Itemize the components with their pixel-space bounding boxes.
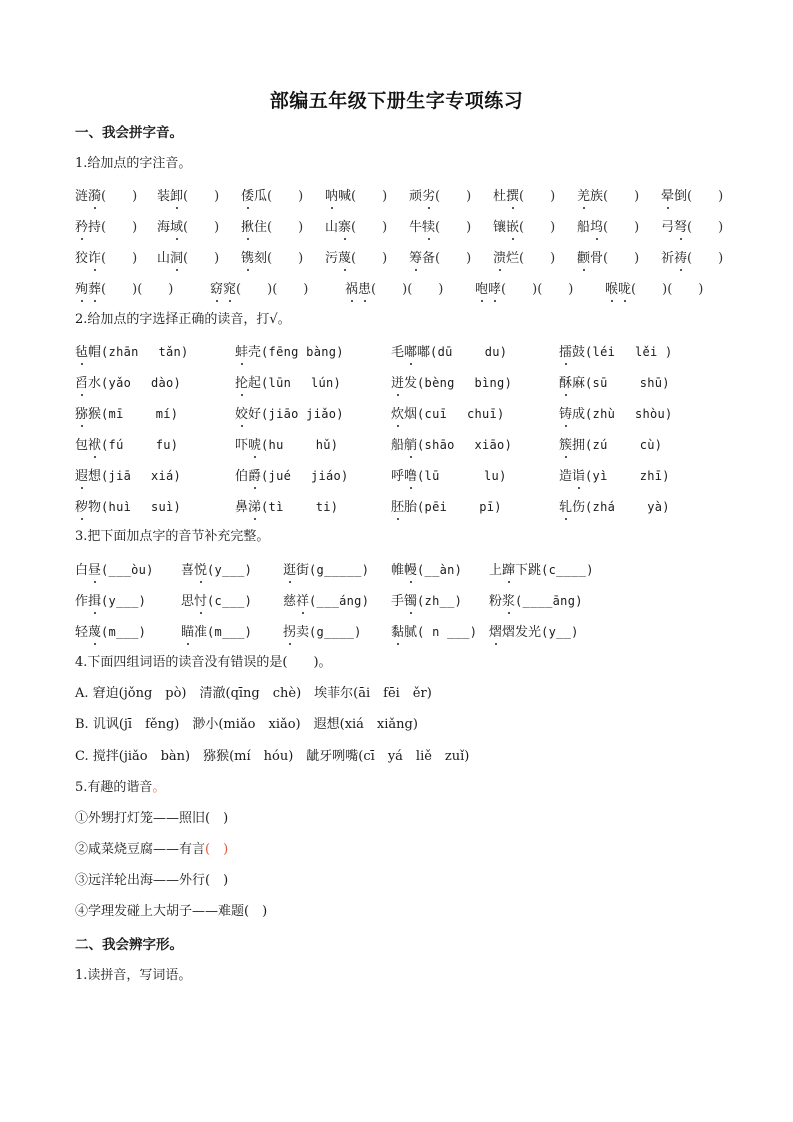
q2-item (75, 496, 181, 515)
q1-item (75, 216, 137, 235)
q1-item (75, 185, 137, 204)
pinyin-options[interactable]: (zhá yà) (585, 500, 670, 514)
q2-word: 铸成 (559, 407, 585, 422)
q5-prompt (75, 779, 165, 797)
answer-blank[interactable]: ( ) (435, 251, 472, 266)
syllable-blank[interactable]: (__àn) (417, 563, 463, 577)
q3-item (489, 621, 579, 640)
answer-blank[interactable]: ( ) (183, 189, 220, 204)
answer-blank[interactable]: ( ) (101, 189, 138, 204)
q3-word: 帷幔 (391, 563, 417, 578)
q1-item (157, 247, 219, 266)
q1-item (241, 216, 303, 235)
q1-word: 涟漪 (75, 189, 101, 204)
q1-item (577, 185, 639, 204)
answer-blank[interactable]: ( ) (519, 189, 556, 204)
q2-word: 毡帽 (75, 345, 101, 360)
answer-blank[interactable]: ( ) (603, 251, 640, 266)
s2-q1-prompt: 1.读拼音，写词语。 (75, 968, 192, 983)
syllable-blank[interactable]: (g_____) (309, 563, 370, 577)
q1-word: 殉葬 (75, 282, 101, 297)
q1-item (605, 278, 703, 297)
q3-item (489, 559, 594, 578)
q5-prompt-period: 。 (152, 780, 166, 795)
answer-blank[interactable]: ( ) (137, 282, 174, 297)
q1-word: 狡诈 (75, 251, 101, 266)
answer-blank[interactable]: ( ) (371, 282, 408, 297)
q2-item (75, 465, 181, 484)
q2-word: 呼噜 (391, 469, 417, 484)
q2-word: 鼻涕 (235, 500, 261, 515)
syllable-blank[interactable]: (____āng) (515, 594, 583, 608)
q2-item (559, 465, 670, 484)
q3-item (181, 621, 252, 640)
q3-word: 瞄准 (181, 625, 207, 640)
q1-word: 镶嵌 (493, 220, 519, 235)
answer-blank[interactable]: ( ) (351, 220, 388, 235)
page-title: 部编五年级下册生字专项练习 (269, 90, 524, 112)
q1-word: 海域 (157, 220, 183, 235)
q1-item (241, 247, 303, 266)
pinyin-options[interactable]: (bèng bìng) (417, 376, 513, 390)
q1-item (75, 247, 137, 266)
q3-word: 手镯 (391, 594, 417, 609)
syllable-blank[interactable]: (___òu) (101, 563, 154, 577)
q1-prompt: 1.给加点的字注音。 (75, 156, 192, 171)
q5-item (75, 810, 228, 828)
answer-blank[interactable]: ( ) (267, 251, 304, 266)
pinyin-options[interactable]: (lū lu) (417, 469, 507, 483)
q2-item (235, 372, 341, 391)
pinyin-options[interactable]: (zhān tǎn) (101, 345, 189, 359)
syllable-blank[interactable]: (m___) (101, 625, 147, 639)
q5-item (75, 872, 228, 890)
q5-item-text: ③远洋轮出海——外行 (75, 873, 206, 888)
pinyin-options[interactable]: (lūn lún) (261, 376, 342, 390)
q2-word: 造诣 (559, 469, 585, 484)
q4-option-a: A. 窘迫(jǒng pò) 清澈(qīng chè) 埃菲尔(āi fēi ěr) (75, 686, 432, 701)
q2-word: 炊烟 (391, 407, 417, 422)
answer-blank[interactable]: ( ) (519, 220, 556, 235)
pinyin-options[interactable]: (shāo xiāo) (417, 438, 513, 452)
q5-prompt-text: 5.有趣的谐音 (75, 780, 153, 795)
answer-blank[interactable]: ( ) (351, 251, 388, 266)
q5-item-text: ①外甥打灯笼——照旧 (75, 811, 206, 826)
q2-item (235, 496, 338, 515)
answer-blank[interactable]: ( ) (519, 251, 556, 266)
q2-item (235, 341, 344, 360)
q2-word: 蚌壳 (235, 345, 261, 360)
q2-item (559, 341, 673, 360)
q1-word: 揪住 (241, 220, 267, 235)
answer-blank[interactable]: ( ) (101, 282, 138, 297)
q2-word: 猕猴 (75, 407, 101, 422)
q2-item (391, 403, 505, 422)
q1-item (325, 185, 387, 204)
syllable-blank[interactable]: (zh__) (417, 594, 463, 608)
q2-item (391, 372, 512, 391)
answer-blank[interactable]: ( ) (687, 220, 724, 235)
q1-word: 污蔑 (325, 251, 351, 266)
q2-prompt: 2.给加点的字选择正确的读音，打√。 (75, 312, 291, 327)
q5-item (75, 903, 267, 921)
q1-word: 弓弩 (661, 220, 687, 235)
q2-item (75, 341, 189, 360)
q3-word: 黏腻 (391, 625, 417, 640)
q1-item (409, 247, 471, 266)
q1-item (325, 247, 387, 266)
q3-item (181, 559, 252, 578)
q1-item (661, 216, 723, 235)
q1-word: 羌族 (577, 189, 603, 204)
q3-word: 慈祥 (283, 594, 309, 609)
pinyin-options[interactable]: (zú cù) (585, 438, 663, 452)
answer-blank[interactable]: ( ) (407, 282, 444, 297)
q1-item (577, 247, 639, 266)
syllable-blank[interactable]: (c___) (207, 594, 253, 608)
q1-item (210, 278, 308, 297)
q2-word: 舀水 (75, 376, 101, 391)
q1-word: 祈祷 (661, 251, 687, 266)
pinyin-options[interactable]: (mī mí) (101, 407, 179, 421)
q3-item (181, 590, 252, 609)
q1-item (475, 278, 573, 297)
answer-blank[interactable]: ( ) (687, 251, 724, 266)
q2-item (559, 434, 662, 453)
q3-item (391, 590, 462, 609)
q3-item (283, 621, 362, 640)
q1-item (157, 216, 219, 235)
q3-word: 思忖 (181, 594, 207, 609)
pinyin-options[interactable]: (jiāo jiǎo) (261, 407, 344, 421)
q1-word: 筹备 (409, 251, 435, 266)
q1-word: 牛犊 (409, 220, 435, 235)
q2-word: 包袱 (75, 438, 101, 453)
pinyin-options[interactable]: (zhù shòu) (585, 407, 673, 421)
answer-blank[interactable]: ( ) (603, 220, 640, 235)
q1-word: 咆哮 (475, 282, 501, 297)
syllable-blank[interactable]: (y__) (541, 625, 579, 639)
q1-item (493, 185, 555, 204)
q1-word: 呐喊 (325, 189, 351, 204)
q1-word: 山洞 (157, 251, 183, 266)
q1-word: 山寨 (325, 220, 351, 235)
q5-item-text: ②咸菜烧豆腐——有言 (75, 842, 206, 857)
section1-heading: 一、我会拼字音。 (75, 125, 183, 141)
q4-option-c: C. 搅拌(jiǎo bàn) 猕猴(mí hóu) 龇牙咧嘴(cī yá liě zuǐ) (75, 749, 470, 764)
pinyin-options[interactable]: (cuī chuī) (417, 407, 505, 421)
q1-word: 杜撰 (493, 189, 519, 204)
q3-item (283, 590, 369, 609)
q3-word: 上蹿下跳 (489, 563, 541, 578)
q1-word: 倭瓜 (241, 189, 267, 204)
q2-word: 簇拥 (559, 438, 585, 453)
q3-prompt: 3.把下面加点字的音节补充完整。 (75, 529, 270, 544)
syllable-blank[interactable]: (m___) (207, 625, 253, 639)
answer-blank[interactable]: ( ) (435, 220, 472, 235)
q1-word: 溃烂 (493, 251, 519, 266)
pinyin-options[interactable]: (fēng bàng) (261, 345, 344, 359)
answer-blank[interactable]: ( ) (244, 904, 268, 919)
pinyin-options[interactable]: (jiā xiá) (101, 469, 182, 483)
q4-option-b: B. 讥讽(jī fěng) 渺小(miǎo xiǎo) 遐想(xiá xiǎng) (75, 717, 418, 732)
q1-word: 祸患 (345, 282, 371, 297)
pinyin-options[interactable]: (yì zhī) (585, 469, 670, 483)
q2-word: 酥麻 (559, 376, 585, 391)
q3-word: 拐卖 (283, 625, 309, 640)
q3-item (391, 621, 477, 640)
q2-item (235, 465, 349, 484)
q2-word: 擂鼓 (559, 345, 585, 360)
q2-item (391, 496, 502, 515)
q1-item (75, 278, 173, 297)
q1-item (493, 216, 555, 235)
answer-blank[interactable]: ( ) (667, 282, 704, 297)
q2-word: 秽物 (75, 500, 101, 515)
q2-item (391, 465, 507, 484)
q2-item (559, 403, 673, 422)
syllable-blank[interactable]: (g____) (309, 625, 362, 639)
answer-blank[interactable]: ( ) (631, 282, 668, 297)
pinyin-options[interactable]: (dū du) (430, 345, 508, 359)
q1-word: 晕倒 (661, 189, 687, 204)
q2-item (391, 434, 512, 453)
q1-item (493, 247, 555, 266)
syllable-blank[interactable]: (y___) (101, 594, 147, 608)
q3-word: 粉浆 (489, 594, 515, 609)
q1-word: 喉咙 (605, 282, 631, 297)
pinyin-options[interactable]: (fú fu) (101, 438, 179, 452)
q2-word: 姣好 (235, 407, 261, 422)
pinyin-options[interactable]: (léi lěi ) (585, 345, 673, 359)
answer-blank[interactable]: ( ) (205, 873, 229, 888)
pinyin-options[interactable]: (sū shū) (585, 376, 670, 390)
q3-word: 作揖 (75, 594, 101, 609)
syllable-blank[interactable]: ( n ___) (417, 625, 478, 639)
q1-item (157, 185, 219, 204)
q2-word: 抡起 (235, 376, 261, 391)
q1-item (409, 216, 471, 235)
q3-word: 轻蔑 (75, 625, 101, 640)
q1-item (345, 278, 443, 297)
pinyin-options[interactable]: (tì ti) (261, 500, 339, 514)
syllable-blank[interactable]: (___áng) (309, 594, 370, 608)
q1-word: 窈窕 (210, 282, 236, 297)
q1-item (661, 185, 723, 204)
q2-item (235, 434, 338, 453)
pinyin-options[interactable]: (jué jiáo) (261, 469, 349, 483)
pinyin-options[interactable]: (huì suì) (101, 500, 182, 514)
q4-prompt: 4.下面四组词语的读音没有错误的是( )。 (75, 655, 332, 670)
pinyin-options[interactable]: (yǎo dào) (101, 376, 182, 390)
q3-word: 白昼 (75, 563, 101, 578)
answer-blank[interactable]: ( ) (603, 189, 640, 204)
q2-word: 吓唬 (235, 438, 261, 453)
q3-item (391, 559, 462, 578)
answer-blank[interactable]: ( ) (205, 842, 229, 857)
q3-item (75, 590, 146, 609)
answer-blank[interactable]: ( ) (101, 251, 138, 266)
answer-blank[interactable]: ( ) (501, 282, 538, 297)
answer-blank[interactable]: ( ) (537, 282, 574, 297)
q2-item (235, 403, 344, 422)
q1-item (241, 185, 303, 204)
q3-item (75, 559, 154, 578)
q1-item (409, 185, 471, 204)
answer-blank[interactable]: ( ) (687, 189, 724, 204)
q1-word: 颧骨 (577, 251, 603, 266)
q2-item (75, 434, 178, 453)
q1-word: 船坞 (577, 220, 603, 235)
q3-item (283, 559, 369, 578)
q2-word: 伯爵 (235, 469, 261, 484)
q3-word: 熠熠发光 (489, 625, 541, 640)
q3-word: 逛街 (283, 563, 309, 578)
q1-item (325, 216, 387, 235)
answer-blank[interactable]: ( ) (101, 220, 138, 235)
syllable-blank[interactable]: (y___) (207, 563, 253, 577)
pinyin-options[interactable]: (pēi pī) (417, 500, 502, 514)
q3-item (75, 621, 146, 640)
answer-blank[interactable]: ( ) (267, 220, 304, 235)
q3-item (489, 590, 583, 609)
q2-word: 轧伤 (559, 500, 585, 515)
q1-word: 顽劣 (409, 189, 435, 204)
answer-blank[interactable]: ( ) (183, 251, 220, 266)
q2-word: 遐想 (75, 469, 101, 484)
q5-item-text: ④学理发碰上大胡子——难题 (75, 904, 245, 919)
answer-blank[interactable]: ( ) (267, 189, 304, 204)
answer-blank[interactable]: ( ) (205, 811, 229, 826)
q2-word: 胚胎 (391, 500, 417, 515)
q3-word: 喜悦 (181, 563, 207, 578)
q1-word: 镌刻 (241, 251, 267, 266)
q2-item (75, 403, 178, 422)
q2-item (75, 372, 181, 391)
q2-word: 船艄 (391, 438, 417, 453)
q2-word: 毛嘟嘟 (391, 345, 430, 360)
syllable-blank[interactable]: (c____) (541, 563, 594, 577)
answer-blank[interactable]: ( ) (435, 189, 472, 204)
q2-item (559, 372, 670, 391)
answer-blank[interactable]: ( ) (351, 189, 388, 204)
q1-item (661, 247, 723, 266)
answer-blank[interactable]: ( ) (183, 220, 220, 235)
q1-word: 装卸 (157, 189, 183, 204)
q1-word: 矜持 (75, 220, 101, 235)
q5-item (75, 841, 228, 859)
answer-blank[interactable]: ( ) (236, 282, 273, 297)
q2-item (559, 496, 670, 515)
pinyin-options[interactable]: (hu hǔ) (261, 438, 339, 452)
section2-heading: 二、我会辨字形。 (75, 937, 183, 953)
q2-item (391, 341, 507, 360)
q1-item (577, 216, 639, 235)
answer-blank[interactable]: ( ) (272, 282, 309, 297)
q2-word: 迸发 (391, 376, 417, 391)
